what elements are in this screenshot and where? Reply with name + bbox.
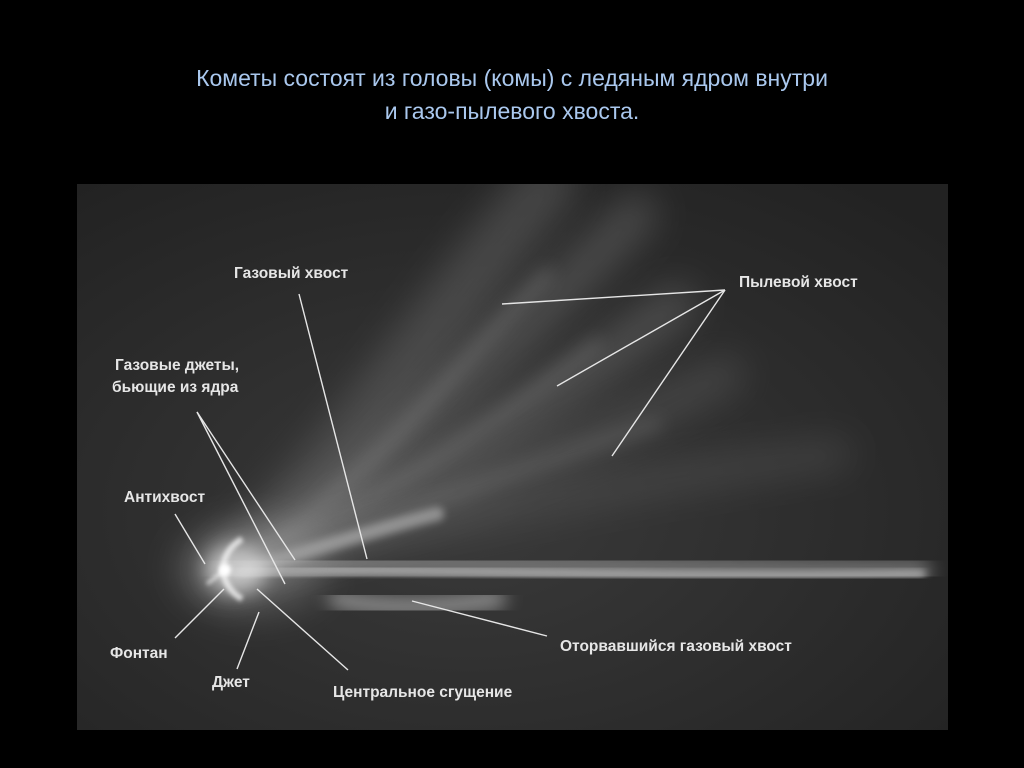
label-antitail: Антихвост — [124, 489, 206, 506]
slide-title — [0, 62, 1024, 128]
comet-diagram — [77, 184, 948, 730]
slide-title-line-2: и газо-пылевого хвоста. — [384, 98, 640, 124]
label-gas-jets-line-2: бьющие из ядра — [112, 379, 239, 396]
label-jet: Джет — [212, 674, 250, 691]
comet-illustration — [77, 184, 948, 730]
label-gas-jets-line-1: Газовые джеты, — [115, 357, 240, 374]
comet-head — [177, 524, 327, 614]
label-dust-tail: Пылевой хвост — [739, 274, 858, 291]
label-fountain: Фонтан — [110, 645, 168, 662]
label-detached-gas-tail: Оторвавшийся газовый хвост — [560, 638, 792, 655]
label-gas-tail: Газовый хвост — [234, 265, 349, 282]
label-central-condensation: Центральное сгущение — [333, 684, 513, 701]
slide-title-line-1: Кометы состоят из головы (комы) с ледяным ядром внутри — [196, 65, 828, 91]
